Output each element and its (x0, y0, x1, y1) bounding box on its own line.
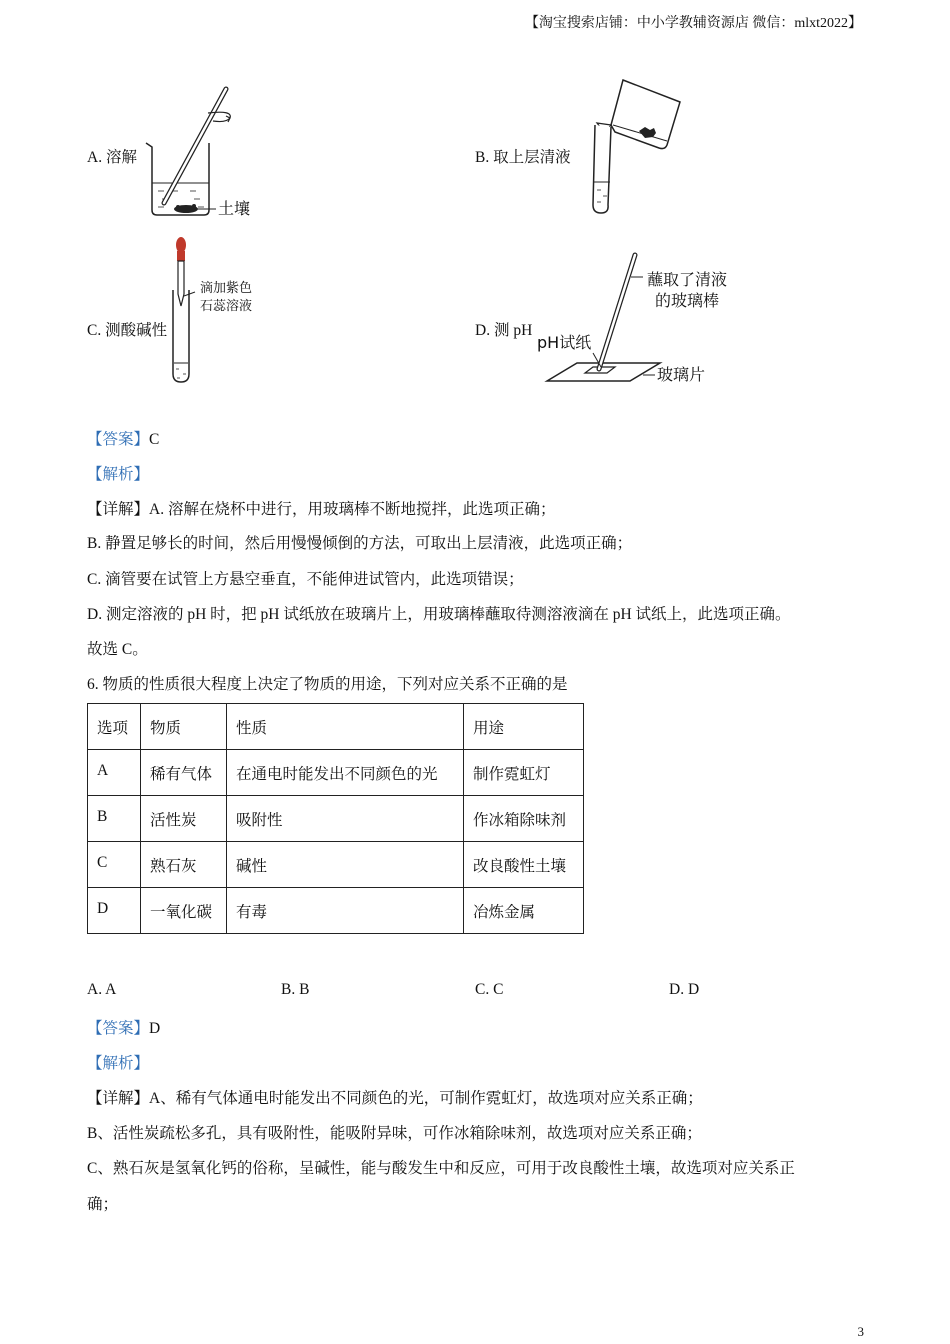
table-row (88, 842, 584, 888)
option-b-label: B. 取上层清液 (475, 149, 571, 166)
table-cell: 活性炭 (141, 796, 227, 842)
q5-detail-line1 (87, 497, 555, 519)
detail-tag: 【详解】 (87, 501, 150, 518)
table-cell: A (88, 750, 141, 796)
choice-b: B. B (281, 981, 310, 998)
table-cell: 制作霓虹灯 (464, 750, 584, 796)
answer-value: C (149, 431, 160, 448)
q6-detail-line1 (87, 1086, 703, 1108)
q6-options-table (87, 703, 584, 934)
soil-label: 土壤 (218, 199, 251, 218)
table-cell: 一氧化碳 (141, 888, 227, 934)
beaker-dissolving-figure (138, 85, 268, 220)
page-number: 3 (857, 1324, 864, 1339)
option-c-label: C. 测酸碱性 (87, 322, 168, 339)
q6-question: 6. 物质的性质很大程度上决定了物质的用途，下列对应关系不正确的是 (87, 676, 568, 693)
detail-text: A、稀有气体通电时能发出不同颜色的光，可制作霓虹灯，故选项对应关系正确； (149, 1090, 703, 1107)
table-cell: 作冰箱除味剂 (464, 796, 584, 842)
q6-detail-line2: B、活性炭疏松多孔，具有吸附性，能吸附异味，可作冰箱除味剂，故选项对应关系正确； (87, 1125, 702, 1142)
detail-tag: 【详解】 (87, 1090, 150, 1107)
table-cell: 稀有气体 (141, 750, 227, 796)
choice-d: D. D (669, 981, 700, 998)
table-cell: D (88, 888, 141, 934)
table-header-cell: 选项 (88, 704, 141, 750)
q5-conclusion: 故选 C。 (87, 641, 148, 658)
pouring-figure (575, 75, 690, 220)
table-row (88, 888, 584, 934)
ph-paper-figure (535, 245, 750, 390)
table-header-cell: 性质 (227, 704, 464, 750)
table-cell: 冶炼金属 (464, 888, 584, 934)
table-cell: C (88, 842, 141, 888)
q5-answer (87, 427, 159, 449)
table-header-row (88, 704, 584, 750)
table-cell: B (88, 796, 141, 842)
table-header-cell: 用途 (464, 704, 584, 750)
rod-label-line1: 蘸取了清液 (647, 270, 728, 289)
ph-paper-label: pH试纸 (537, 333, 592, 352)
answer-tag: 【答案】 (87, 1020, 150, 1037)
q5-analysis-tag: 【解析】 (87, 466, 150, 483)
table-cell: 熟石灰 (141, 842, 227, 888)
answer-tag: 【答案】 (87, 431, 150, 448)
choice-c: C. C (475, 981, 504, 998)
q6-answer (87, 1016, 160, 1038)
choice-a: A. A (87, 981, 117, 998)
table-cell: 改良酸性土壤 (464, 842, 584, 888)
table-row (88, 750, 584, 796)
dropper-note-line1: 滴加紫色 (200, 281, 253, 296)
table-cell: 在通电时能发出不同颜色的光 (227, 750, 464, 796)
answer-value: D (149, 1020, 161, 1037)
q6-detail-line4: 确； (87, 1196, 119, 1213)
q6-detail-line3: C、熟石灰是氢氧化钙的俗称，呈碱性，能与酸发生中和反应，可用于改良酸性土壤，故选项对应关系正 (87, 1160, 795, 1177)
q6-analysis-tag: 【解析】 (87, 1055, 150, 1072)
glass-slide-label: 玻璃片 (657, 365, 706, 384)
table-cell: 有毒 (227, 888, 464, 934)
page-header: 【淘宝搜索店铺：中小学教辅资源店 微信：mlxt2022】 (524, 16, 862, 31)
option-a-label: A. 溶解 (87, 149, 137, 166)
q5-detail-line2: B. 静置足够长的时间，然后用慢慢倾倒的方法，可取出上层清液，此选项正确； (87, 535, 633, 552)
detail-text: A. 溶解在烧杯中进行，用玻璃棒不断地搅拌，此选项正确； (149, 501, 556, 518)
dropper-testtube-figure (165, 234, 275, 386)
table-row (88, 796, 584, 842)
table-cell: 吸附性 (227, 796, 464, 842)
rod-label-line2: 的玻璃棒 (655, 291, 720, 310)
dropper-note-line2: 石蕊溶液 (200, 299, 253, 314)
q5-detail-line3: C. 滴管要在试管上方悬空垂直，不能伸进试管内，此选项错误； (87, 571, 524, 588)
table-cell: 碱性 (227, 842, 464, 888)
table-header-cell: 物质 (141, 704, 227, 750)
option-d-label: D. 测 pH (475, 322, 533, 339)
q5-detail-line4: D. 测定溶液的 pH 时，把 pH 试纸放在玻璃片上，用玻璃棒蘸取待测溶液滴在 pH 试纸上，此选项正确。 (87, 606, 791, 623)
